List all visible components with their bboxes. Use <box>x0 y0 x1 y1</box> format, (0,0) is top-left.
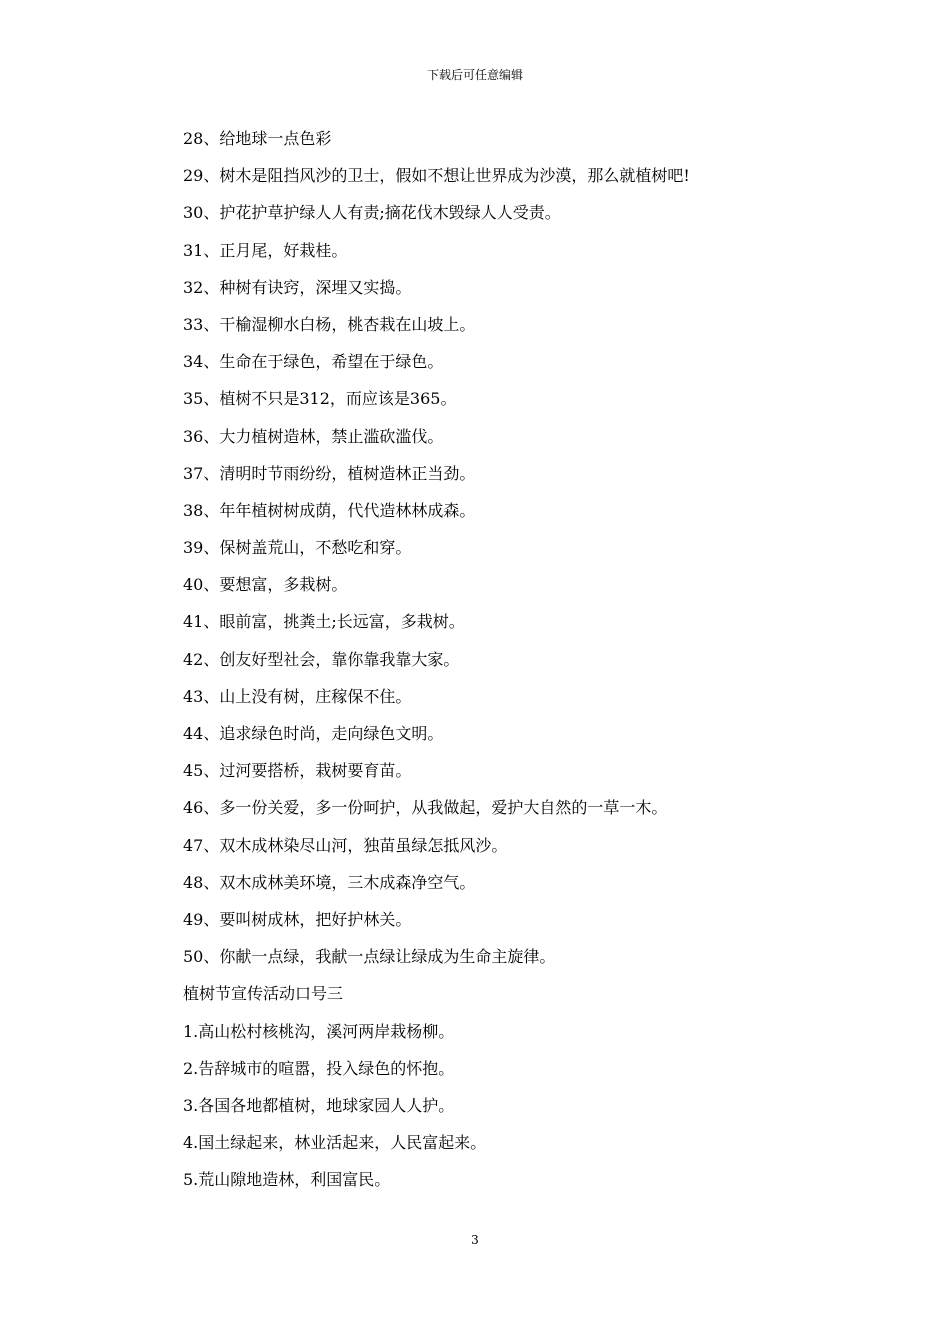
text-line: 47、双木成林染尽山河，独苗虽绿怎抵风沙。 <box>183 835 508 855</box>
text-line: 44、追求绿色时尚，走向绿色文明。 <box>183 724 444 743</box>
text-line: 40、要想富，多栽树。 <box>183 575 348 595</box>
text-line: 39、保树盖荒山，不愁吃和穿。 <box>183 538 412 558</box>
text-line: 36、大力植树造林，禁止滥砍滥伐。 <box>183 426 444 446</box>
text-line: 49、要叫树成林，把好护林关。 <box>183 909 412 929</box>
text-line: 5.荒山隙地造林，利国富民。 <box>183 1170 391 1190</box>
text-line: 33、干榆湿柳水白杨，桃杏栽在山坡上。 <box>183 314 476 334</box>
text-line: 2.告辞城市的喧嚣，投入绿色的怀抱。 <box>183 1058 455 1078</box>
text-line: 31、正月尾，好栽桂。 <box>183 240 348 260</box>
page-header: 下载后可任意编辑 <box>426 68 523 82</box>
text-line: 28、给地球一点色彩 <box>183 129 332 148</box>
text-line: 46、多一份关爱，多一份呵护，从我做起，爱护大自然的一草一木。 <box>183 798 668 818</box>
text-line: 30、护花护草护绿人人有责;摘花伐木毁绿人人受责。 <box>183 203 561 223</box>
text-line: 48、双木成林美环境，三木成森净空气。 <box>183 872 476 892</box>
text-line: 35、植树不只是312，而应该是365。 <box>183 389 457 409</box>
text-line: 4.国土绿起来，林业活起来，人民富起来。 <box>183 1133 487 1153</box>
text-line: 29、树木是阻挡风沙的卫士，假如不想让世界成为沙漠，那么就植树吧! <box>183 166 690 186</box>
text-line: 34、生命在于绿色，希望在于绿色。 <box>183 352 444 372</box>
section-heading: 植树节宣传活动口号三 <box>183 984 344 1004</box>
text-line: 45、过河要搭桥，栽树要育苗。 <box>183 761 412 781</box>
text-line: 50、你献一点绿，我献一点绿让绿成为生命主旋律。 <box>183 947 556 967</box>
text-line: 38、年年植树树成荫，代代造林林成森。 <box>183 500 476 520</box>
text-line: 37、清明时节雨纷纷，植树造林正当劲。 <box>183 463 476 483</box>
text-line: 42、创友好型社会，靠你靠我靠大家。 <box>183 649 460 669</box>
page-number: 3 <box>471 1233 479 1247</box>
document-body <box>183 120 823 1198</box>
text-line: 3.各国各地都植树，地球家园人人护。 <box>183 1095 455 1115</box>
text-line: 43、山上没有树，庄稼保不住。 <box>183 686 412 706</box>
text-line: 1.高山松村核桃沟，溪河两岸栽杨柳。 <box>183 1021 455 1041</box>
text-line: 41、眼前富，挑粪土;长远富，多栽树。 <box>183 612 465 632</box>
text-line: 32、种树有诀窍，深埋又实捣。 <box>183 277 412 297</box>
